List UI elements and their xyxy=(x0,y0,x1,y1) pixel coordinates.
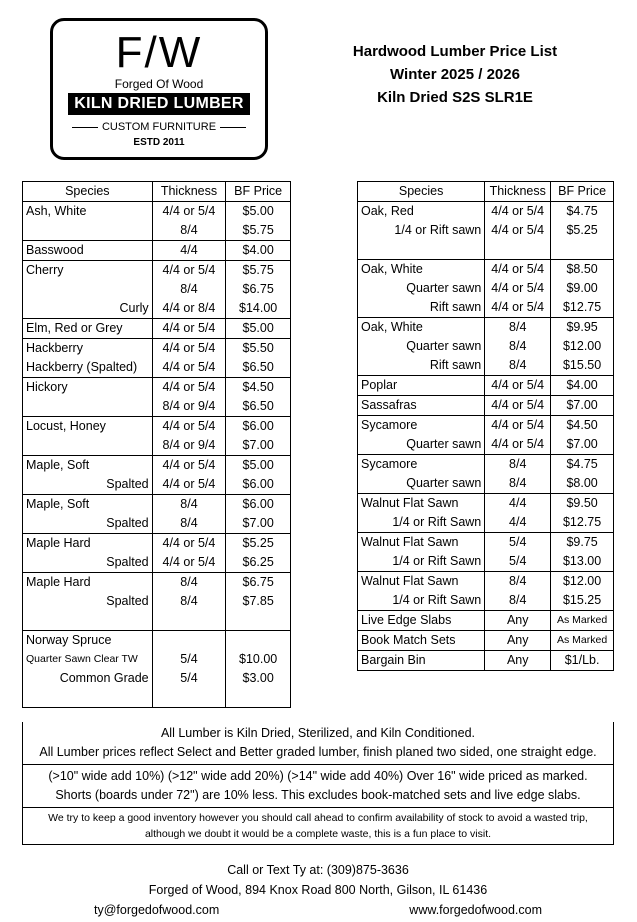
species-cell: Sycamore xyxy=(358,416,485,436)
table-row xyxy=(358,356,614,376)
species-cell: Spalted xyxy=(106,555,149,569)
species-cell: Rift sawn xyxy=(429,358,482,372)
contact-section xyxy=(22,860,614,920)
thickness-cell: 4/4 or 5/4 xyxy=(485,202,551,222)
table-row xyxy=(23,669,291,688)
species-cell: Book Match Sets xyxy=(358,631,485,651)
species-cell: Walnut Flat Sawn xyxy=(358,533,485,553)
species-cell: Live Edge Slabs xyxy=(358,611,485,631)
thickness-cell xyxy=(485,240,551,260)
price-cell: $4.50 xyxy=(226,378,291,398)
thickness-cell: 4/4 or 5/4 xyxy=(485,221,551,240)
species-cell xyxy=(23,221,153,241)
thickness-cell xyxy=(152,611,226,631)
table-row xyxy=(23,417,291,437)
price-cell xyxy=(226,631,291,651)
table-row xyxy=(23,650,291,669)
table-row xyxy=(23,339,291,359)
price-cell: $4.50 xyxy=(551,416,614,436)
column-header-thickness: Thickness xyxy=(152,182,226,202)
species-cell xyxy=(23,688,153,708)
table-row xyxy=(23,241,291,261)
thickness-cell: 8/4 xyxy=(152,221,226,241)
note-line: We try to keep a good inventory however you should call ahead to confirm availability of stock to avoid a wasted trip, although we doubt it would be a complete waste, this is a fun place to visit. xyxy=(48,812,588,840)
table-row xyxy=(358,552,614,572)
species-cell xyxy=(23,280,153,299)
species-cell: 1/4 or Rift Sawn xyxy=(392,515,482,529)
price-cell: $7.85 xyxy=(226,592,291,611)
price-cell: $12.00 xyxy=(551,337,614,356)
price-cell: $15.25 xyxy=(551,591,614,611)
table-row xyxy=(23,631,291,651)
species-cell: Sycamore xyxy=(358,455,485,475)
thickness-cell: 8/4 xyxy=(152,495,226,515)
price-list-header xyxy=(320,40,590,109)
species-cell: Curly xyxy=(119,301,149,315)
price-cell: $7.00 xyxy=(551,396,614,416)
logo-established: ESTD 2011 xyxy=(133,137,185,148)
notes-grading xyxy=(23,722,613,764)
table-row xyxy=(23,592,291,611)
species-cell xyxy=(23,397,153,417)
table-row xyxy=(358,591,614,611)
price-cell: $8.50 xyxy=(551,260,614,280)
logo-tagline-text: CUSTOM FURNITURE xyxy=(101,121,217,133)
thickness-cell: 8/4 xyxy=(485,591,551,611)
table-row xyxy=(23,514,291,534)
thickness-cell: 4/4 or 5/4 xyxy=(485,279,551,298)
header-season: Winter 2025 / 2026 xyxy=(390,66,520,83)
table-row xyxy=(358,260,614,280)
header-title: Hardwood Lumber Price List xyxy=(352,43,558,60)
header-grade: Kiln Dried S2S SLR1E xyxy=(377,89,533,106)
thickness-cell: 8/4 or 9/4 xyxy=(152,397,226,417)
price-cell: $6.50 xyxy=(226,397,291,417)
logo-company-name: Forged Of Wood xyxy=(114,77,204,91)
species-cell: Ash, White xyxy=(26,204,87,218)
species-cell: Oak, White xyxy=(358,260,485,280)
thickness-cell: 4/4 or 5/4 xyxy=(152,358,226,378)
species-cell: Quarter sawn xyxy=(406,476,482,490)
thickness-cell: 4/4 or 5/4 xyxy=(152,417,226,437)
contact-links xyxy=(22,900,614,920)
price-cell: $1/Lb. xyxy=(551,651,614,671)
species-cell: Hickory xyxy=(23,378,153,398)
price-table-left xyxy=(22,181,291,708)
thickness-cell: 8/4 xyxy=(152,280,226,299)
table-row xyxy=(23,397,291,417)
price-cell: $6.75 xyxy=(226,280,291,299)
column-header-price: BF Price xyxy=(226,182,291,202)
species-cell: Rift sawn xyxy=(429,300,482,314)
thickness-cell: Any xyxy=(485,611,551,631)
price-table-right-body xyxy=(358,202,614,671)
species-cell: Maple Hard xyxy=(23,534,153,554)
note-line: Shorts (boards under 72") are 10% less. This excludes book-matched sets and live edge slabs. xyxy=(55,788,581,802)
column-header-price: BF Price xyxy=(551,182,614,202)
table-row xyxy=(23,553,291,573)
thickness-cell: 4/4 or 5/4 xyxy=(152,475,226,495)
thickness-cell: 4/4 or 5/4 xyxy=(485,298,551,318)
thickness-cell: 5/4 xyxy=(485,533,551,553)
thickness-cell xyxy=(152,631,226,651)
species-cell: Walnut Flat Sawn xyxy=(358,494,485,514)
thickness-cell: 4/4 or 5/4 xyxy=(152,553,226,573)
table-row xyxy=(23,534,291,554)
table-row xyxy=(23,495,291,515)
thickness-cell: 4/4 or 5/4 xyxy=(485,435,551,455)
table-row xyxy=(23,261,291,281)
thickness-cell: 5/4 xyxy=(152,650,226,669)
species-cell: Quarter sawn xyxy=(406,339,482,353)
table-row xyxy=(358,279,614,298)
species-cell: Maple Hard xyxy=(23,573,153,593)
table-row xyxy=(358,533,614,553)
note-line: (>10" wide add 10%) (>12" wide add 20%) (>14" wide add 40%) Over 16" wide priced as marked. xyxy=(48,769,588,783)
price-cell: $6.00 xyxy=(226,417,291,437)
price-cell: $9.00 xyxy=(551,279,614,298)
price-cell: $6.00 xyxy=(226,495,291,515)
thickness-cell: 8/4 xyxy=(485,337,551,356)
table-row xyxy=(23,611,291,631)
price-cell: $5.00 xyxy=(226,456,291,476)
contact-website[interactable]: www.forgedofwood.com xyxy=(409,903,542,917)
price-cell xyxy=(226,611,291,631)
company-logo xyxy=(50,18,268,160)
table-row xyxy=(358,202,614,222)
species-cell: 1/4 or Rift Sawn xyxy=(392,593,482,607)
species-cell xyxy=(358,240,485,260)
thickness-cell: Any xyxy=(485,631,551,651)
table-row xyxy=(23,299,291,319)
table-row xyxy=(358,435,614,455)
thickness-cell: 4/4 or 5/4 xyxy=(485,396,551,416)
species-cell: Quarter sawn xyxy=(406,437,482,451)
table-row xyxy=(23,319,291,339)
table-row xyxy=(358,494,614,514)
thickness-cell: 4/4 or 5/4 xyxy=(485,260,551,280)
thickness-cell: 4/4 or 8/4 xyxy=(152,299,226,319)
table-row xyxy=(23,358,291,378)
price-cell: $5.25 xyxy=(226,534,291,554)
price-cell: $7.00 xyxy=(551,435,614,455)
table-row xyxy=(358,396,614,416)
contact-address: Forged of Wood, 894 Knox Road 800 North, Gilson, IL 61436 xyxy=(148,883,488,897)
price-cell: $9.75 xyxy=(551,533,614,553)
table-row xyxy=(358,611,614,631)
price-cell: $5.75 xyxy=(226,261,291,281)
species-cell: Basswood xyxy=(23,241,153,261)
table-row xyxy=(358,455,614,475)
table-row xyxy=(358,416,614,436)
table-row xyxy=(23,688,291,708)
table-row xyxy=(23,573,291,593)
species-cell: Hackberry xyxy=(23,339,153,359)
thickness-cell: 8/4 xyxy=(152,592,226,611)
price-cell: $6.00 xyxy=(226,475,291,495)
species-cell: Norway Spruce xyxy=(23,631,153,651)
column-header-species: Species xyxy=(358,182,485,202)
price-cell: $9.95 xyxy=(551,318,614,338)
thickness-cell: 8/4 xyxy=(152,514,226,534)
price-cell: $12.00 xyxy=(551,572,614,592)
price-cell: $5.25 xyxy=(551,221,614,240)
species-cell: Cherry xyxy=(23,261,153,281)
table-row xyxy=(358,572,614,592)
contact-email[interactable]: ty@forgedofwood.com xyxy=(94,903,220,917)
price-cell: $12.75 xyxy=(551,298,614,318)
species-cell: 1/4 or Rift sawn xyxy=(394,223,482,237)
species-cell: Spalted xyxy=(106,516,149,530)
thickness-cell: 8/4 xyxy=(485,572,551,592)
thickness-cell: 4/4 or 5/4 xyxy=(152,378,226,398)
thickness-cell: 4/4 or 5/4 xyxy=(152,339,226,359)
species-cell: Maple, Soft xyxy=(23,495,153,515)
price-cell: $12.75 xyxy=(551,513,614,533)
thickness-cell: 8/4 xyxy=(152,573,226,593)
species-cell: Locust, Honey xyxy=(23,417,153,437)
species-cell: Elm, Red or Grey xyxy=(23,319,153,339)
thickness-cell: Any xyxy=(485,651,551,671)
thickness-cell: 4/4 or 5/4 xyxy=(152,534,226,554)
species-cell: Maple, Soft xyxy=(23,456,153,476)
table-row xyxy=(358,376,614,396)
price-cell: $10.00 xyxy=(226,650,291,669)
price-cell: $6.75 xyxy=(226,573,291,593)
logo-tagline xyxy=(63,121,255,133)
thickness-cell: 5/4 xyxy=(485,552,551,572)
species-cell: Spalted xyxy=(106,594,149,608)
price-table-right xyxy=(357,181,614,671)
species-cell: Quarter Sawn Clear TW xyxy=(26,653,138,665)
price-table-left-body xyxy=(23,202,291,708)
thickness-cell: 4/4 or 5/4 xyxy=(152,261,226,281)
price-cell: As Marked xyxy=(551,611,614,631)
table-row xyxy=(23,221,291,241)
table-row xyxy=(358,318,614,338)
price-cell: $4.00 xyxy=(226,241,291,261)
price-cell: $3.00 xyxy=(226,669,291,688)
species-cell: Sassafras xyxy=(358,396,485,416)
table-row xyxy=(358,221,614,240)
price-cell: $5.00 xyxy=(226,319,291,339)
thickness-cell: 4/4 xyxy=(152,241,226,261)
column-header-thickness: Thickness xyxy=(485,182,551,202)
thickness-cell: 8/4 xyxy=(485,455,551,475)
species-cell xyxy=(23,436,153,456)
thickness-cell: 8/4 or 9/4 xyxy=(152,436,226,456)
thickness-cell: 4/4 or 5/4 xyxy=(152,319,226,339)
thickness-cell: 8/4 xyxy=(485,356,551,376)
thickness-cell: 4/4 or 5/4 xyxy=(485,376,551,396)
species-cell: Spalted xyxy=(106,477,149,491)
table-row xyxy=(358,337,614,356)
thickness-cell xyxy=(152,688,226,708)
price-cell: $4.75 xyxy=(551,455,614,475)
notes-section xyxy=(22,722,614,845)
column-header-species: Species xyxy=(23,182,153,202)
price-cell: $13.00 xyxy=(551,552,614,572)
species-cell: Poplar xyxy=(358,376,485,396)
species-cell xyxy=(23,611,153,631)
table-row xyxy=(358,474,614,494)
species-cell: Common Grade xyxy=(59,671,149,685)
logo-band: KILN DRIED LUMBER xyxy=(68,93,250,115)
thickness-cell: 8/4 xyxy=(485,474,551,494)
note-line: All Lumber is Kiln Dried, Sterilized, and Kiln Conditioned. xyxy=(160,726,476,740)
thickness-cell: 8/4 xyxy=(485,318,551,338)
table-row xyxy=(358,298,614,318)
thickness-cell: 4/4 or 5/4 xyxy=(485,416,551,436)
notes-inventory xyxy=(23,807,613,844)
species-cell: Quarter sawn xyxy=(406,281,482,295)
thickness-cell: 4/4 xyxy=(485,494,551,514)
price-cell xyxy=(551,240,614,260)
price-cell: $15.50 xyxy=(551,356,614,376)
note-line: All Lumber prices reflect Select and Better graded lumber, finish planed two sided, one straight edge. xyxy=(39,745,597,759)
price-cell: $6.50 xyxy=(226,358,291,378)
price-cell xyxy=(226,688,291,708)
table-row xyxy=(358,240,614,260)
thickness-cell: 4/4 or 5/4 xyxy=(152,456,226,476)
price-cell: $5.00 xyxy=(226,202,291,222)
table-row xyxy=(23,378,291,398)
table-row xyxy=(23,436,291,456)
table-row xyxy=(358,513,614,533)
table-row xyxy=(358,651,614,671)
thickness-cell: 5/4 xyxy=(152,669,226,688)
species-cell: 1/4 or Rift Sawn xyxy=(392,554,482,568)
table-row xyxy=(23,475,291,495)
table-row xyxy=(23,456,291,476)
price-cell: $8.00 xyxy=(551,474,614,494)
price-cell: $6.25 xyxy=(226,553,291,573)
species-cell: Bargain Bin xyxy=(358,651,485,671)
logo-mark: F/W xyxy=(115,28,203,77)
price-cell: As Marked xyxy=(551,631,614,651)
price-cell: $5.75 xyxy=(226,221,291,241)
contact-phone: Call or Text Ty at: (309)875-3636 xyxy=(227,863,409,877)
species-cell: Walnut Flat Sawn xyxy=(358,572,485,592)
price-cell: $14.00 xyxy=(226,299,291,319)
notes-pricing xyxy=(23,764,613,807)
price-cell: $7.00 xyxy=(226,436,291,456)
thickness-cell: 4/4 xyxy=(485,513,551,533)
price-cell: $4.75 xyxy=(551,202,614,222)
species-cell: Oak, White xyxy=(358,318,485,338)
table-row xyxy=(23,202,291,222)
price-cell: $4.00 xyxy=(551,376,614,396)
thickness-cell: 4/4 or 5/4 xyxy=(152,202,226,222)
table-row xyxy=(358,631,614,651)
price-cell: $7.00 xyxy=(226,514,291,534)
species-cell: Oak, Red xyxy=(361,204,414,218)
table-row xyxy=(23,280,291,299)
price-cell: $5.50 xyxy=(226,339,291,359)
price-cell: $9.50 xyxy=(551,494,614,514)
species-cell: Hackberry (Spalted) xyxy=(26,360,138,374)
